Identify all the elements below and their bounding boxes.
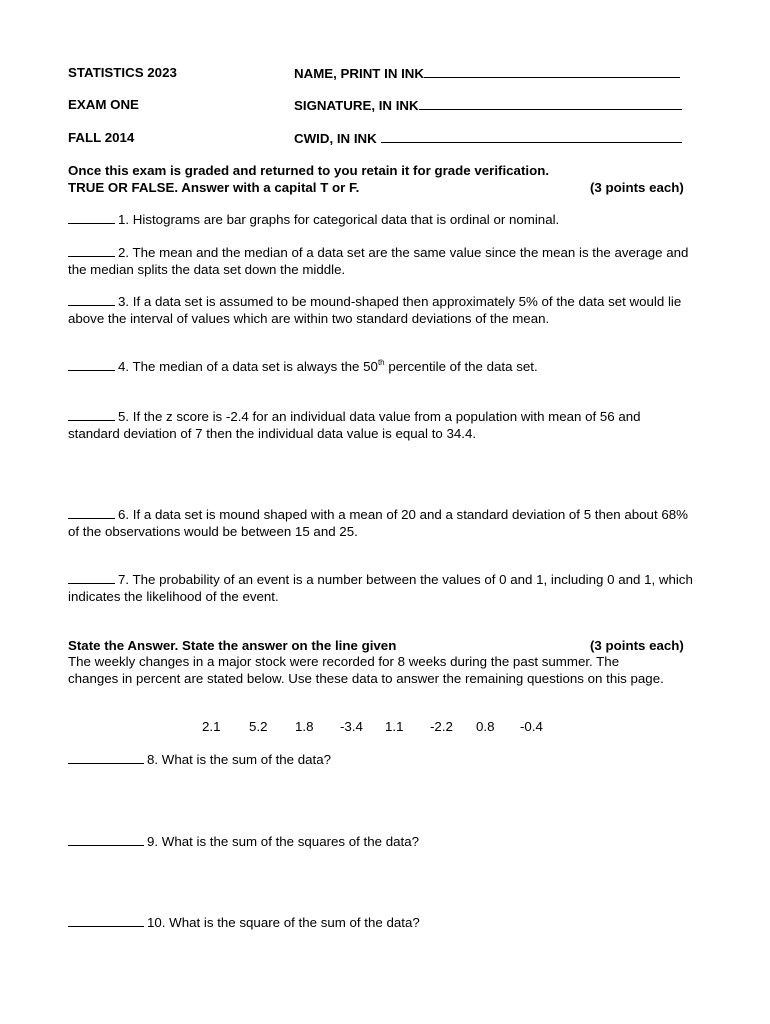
- data-value: 5.2: [249, 719, 268, 734]
- answer-blank[interactable]: [68, 245, 115, 257]
- data-value: -3.4: [340, 719, 363, 734]
- name-field[interactable]: [294, 65, 680, 81]
- question-text: 2. The mean and the median of a data set are the same value since the mean is the average and the median splits the data set down the middle.: [68, 245, 689, 277]
- signature-line[interactable]: [419, 97, 682, 110]
- question-2: [68, 245, 693, 278]
- question-text: 1. Histograms are bar graphs for categorical data that is ordinal or nominal.: [118, 212, 560, 227]
- section1-title: TRUE OR FALSE. Answer with a capital T or F.: [68, 180, 360, 195]
- question-text: 9. What is the sum of the squares of the data?: [147, 834, 420, 849]
- data-value: 2.1: [202, 719, 221, 734]
- question-7: [68, 572, 693, 605]
- answer-blank[interactable]: [68, 572, 115, 584]
- answer-blank[interactable]: [68, 915, 144, 927]
- data-value: 0.8: [476, 719, 495, 734]
- section2-intro: The weekly changes in a major stock were recorded for 8 weeks during the past summer. The changes in percent are stated below. Use these data to answer the remaining questions on this page.: [68, 654, 664, 686]
- question-9: [68, 834, 693, 851]
- question-3: [68, 294, 693, 327]
- answer-blank[interactable]: [68, 752, 144, 764]
- signature-label: SIGNATURE, IN INK: [294, 98, 419, 113]
- cwid-field[interactable]: [294, 130, 682, 146]
- question-text: 6. If a data set is mound shaped with a mean of 20 and a standard deviation of 5 then about 68% of the observations would be between 15 and 25.: [68, 507, 688, 539]
- section1-points: (3 points each): [590, 180, 684, 195]
- data-value: -0.4: [520, 719, 543, 734]
- signature-field[interactable]: [294, 97, 682, 113]
- data-value: -2.2: [430, 719, 453, 734]
- name-line[interactable]: [424, 65, 680, 78]
- answer-blank[interactable]: [68, 212, 115, 224]
- question-text: 5. If the z score is -2.4 for an individual data value from a population with mean of 56 and standard deviation of 7 then the individual data value is equal to 34.4.: [68, 409, 641, 441]
- superscript: th: [377, 358, 385, 367]
- question-text: 10. What is the square of the sum of the data?: [147, 915, 420, 930]
- grade-notice: Once this exam is graded and returned to you retain it for grade verification.: [68, 163, 550, 178]
- data-value: 1.1: [385, 719, 404, 734]
- cwid-line[interactable]: [381, 130, 682, 143]
- question-6: [68, 507, 693, 540]
- question-5: [68, 409, 693, 442]
- section2-points: (3 points each): [590, 638, 684, 653]
- question-text: 3. If a data set is assumed to be mound-shaped then approximately 5% of the data set would lie above the interval of values which are within two standard deviations of the mean.: [68, 294, 682, 326]
- question-1: [68, 212, 693, 229]
- section2-title: State the Answer. State the answer on the line given: [68, 638, 397, 653]
- exam-term: FALL 2014: [68, 130, 135, 145]
- answer-blank[interactable]: [68, 359, 115, 371]
- question-text: 4. The median of a data set is always the 50: [118, 359, 378, 374]
- answer-blank[interactable]: [68, 834, 144, 846]
- cwid-label: CWID, IN INK: [294, 131, 377, 146]
- question-8: [68, 752, 693, 769]
- exam-title: EXAM ONE: [68, 97, 139, 112]
- answer-blank[interactable]: [68, 507, 115, 519]
- question-text: 8. What is the sum of the data?: [147, 752, 332, 767]
- question-text: 7. The probability of an event is a number between the values of 0 and 1, including 0 and 1, which indicates the likelihood of the event.: [68, 572, 693, 604]
- question-text-cont: percentile of the data set.: [384, 359, 538, 374]
- name-label: NAME, PRINT IN INK: [294, 66, 425, 81]
- question-10: [68, 915, 693, 932]
- course-title: STATISTICS 2023: [68, 65, 177, 80]
- answer-blank[interactable]: [68, 409, 115, 421]
- answer-blank[interactable]: [68, 294, 115, 306]
- question-4: [68, 359, 693, 376]
- data-value: 1.8: [295, 719, 314, 734]
